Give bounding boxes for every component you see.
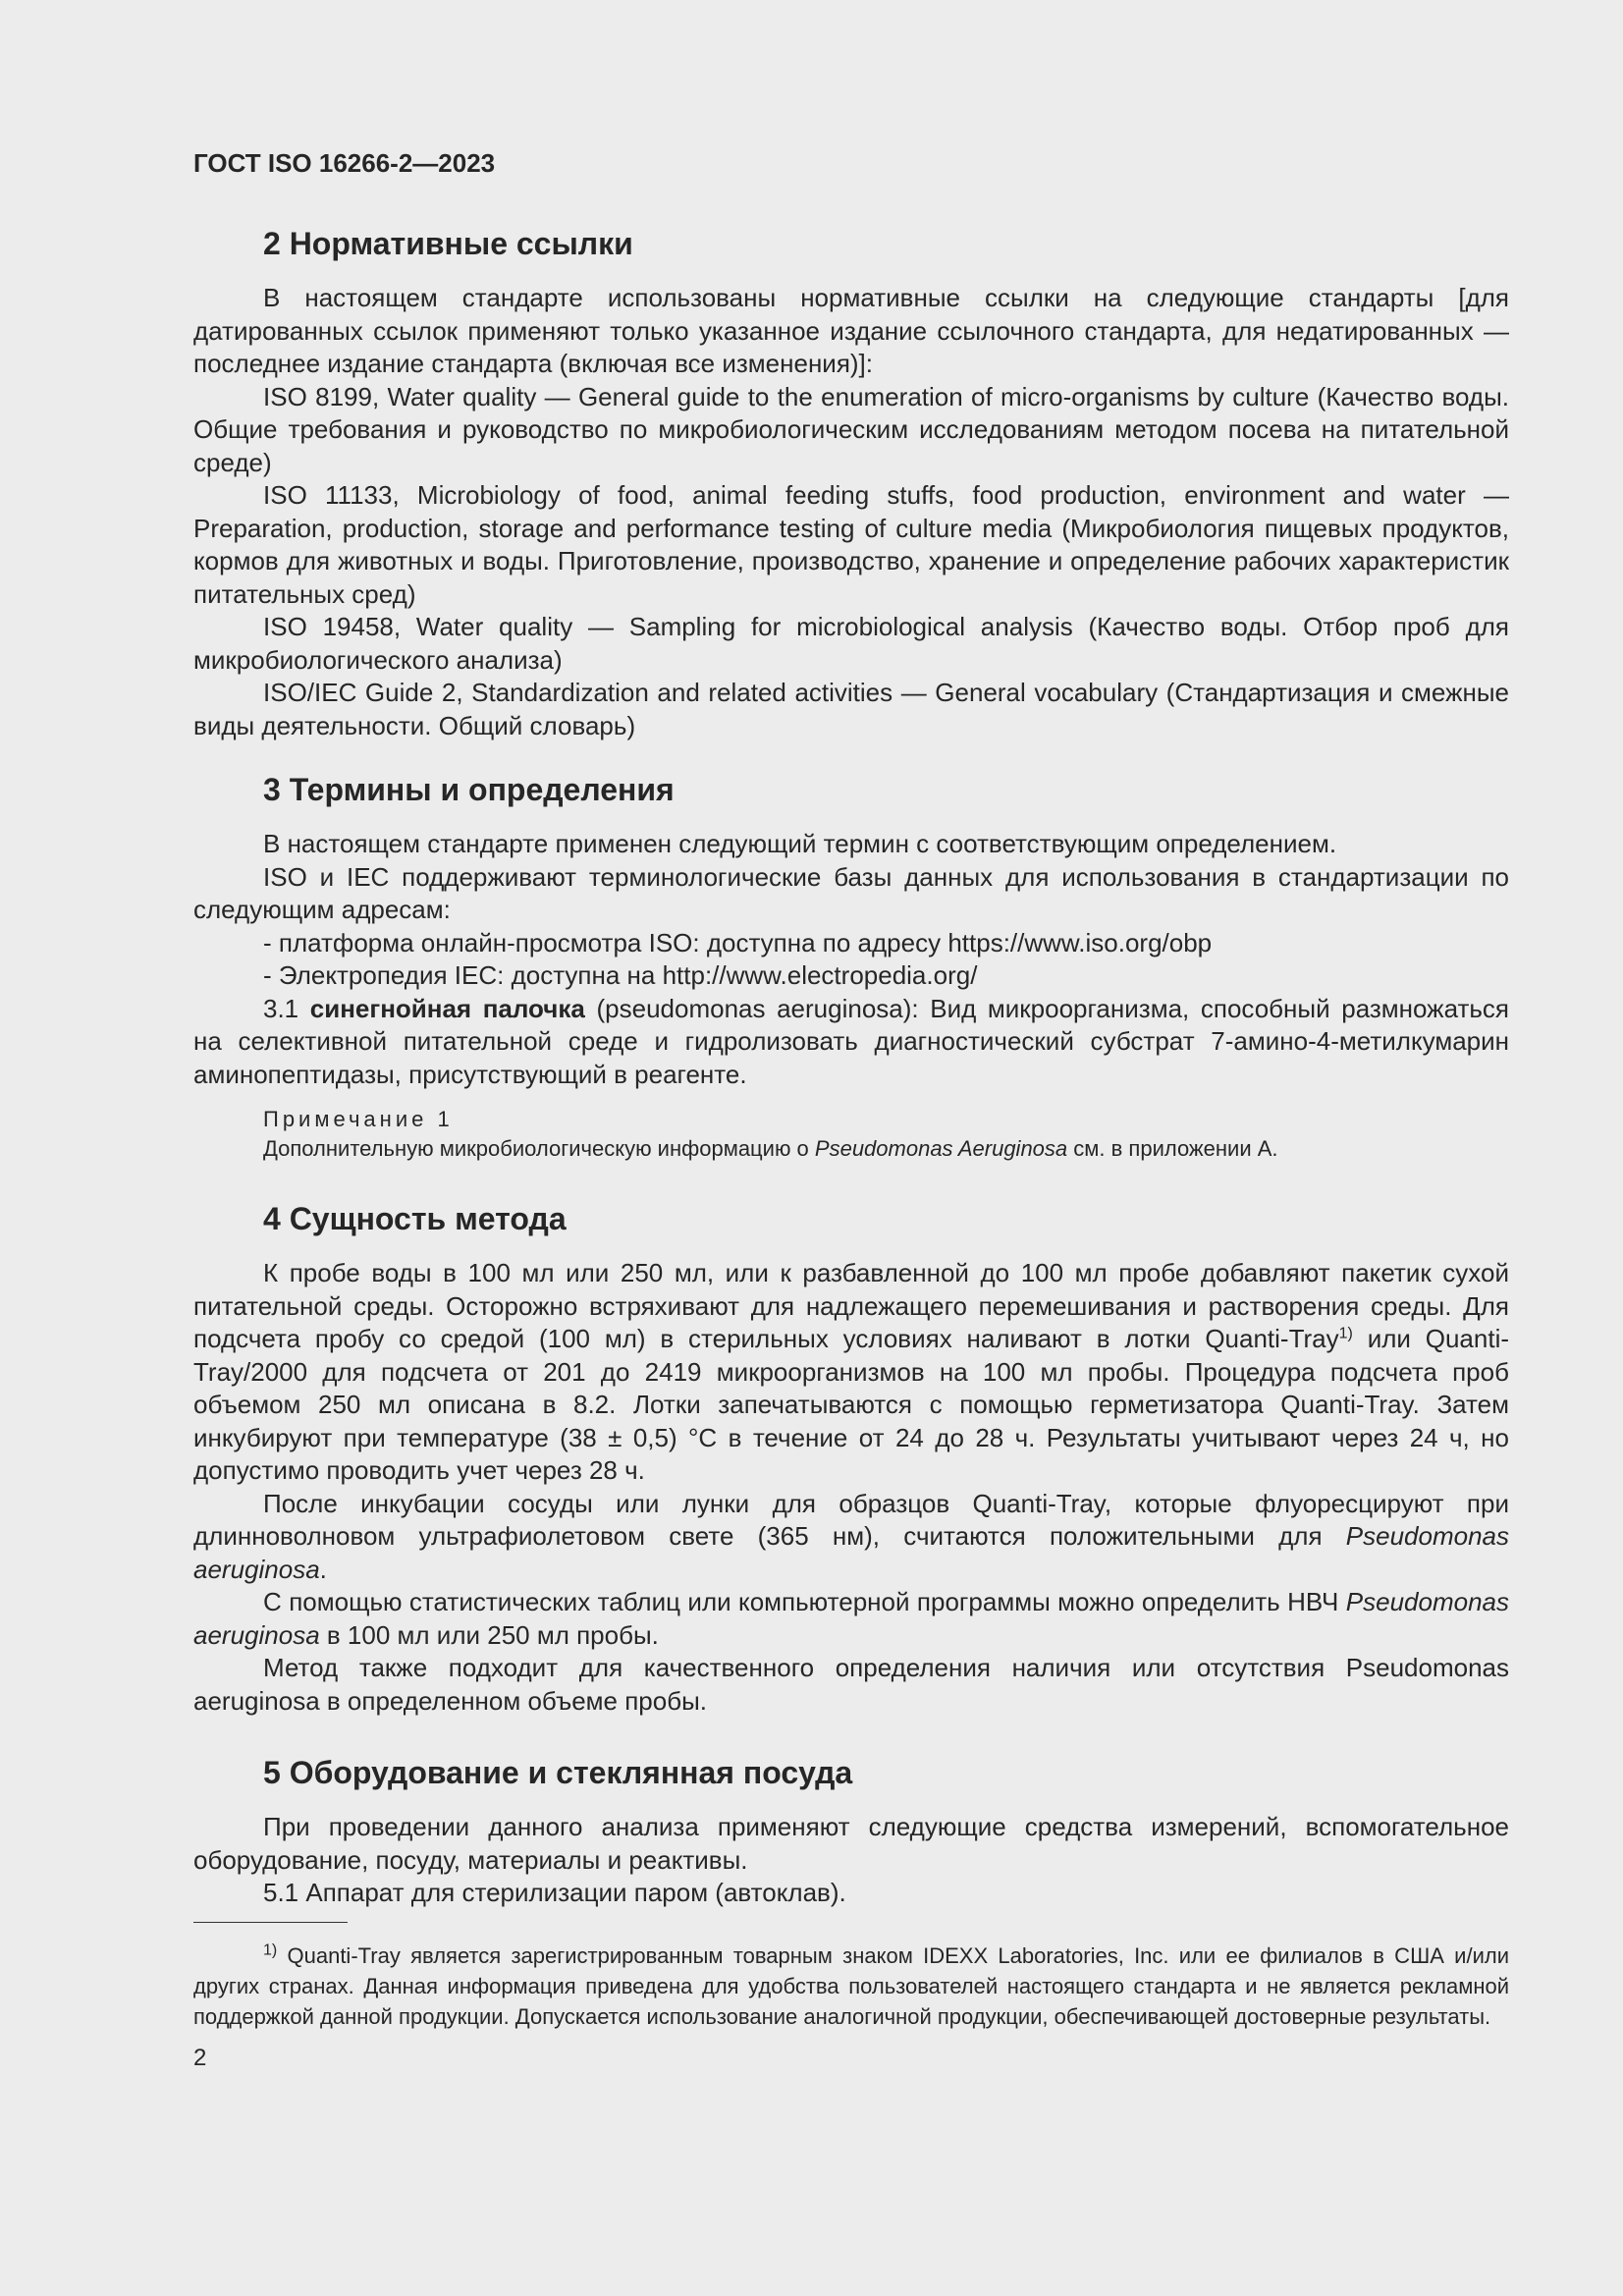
term-name: синегнойная палочка [309, 993, 585, 1023]
document-code: ГОСТ ISO 16266-2—2023 [193, 148, 496, 178]
note-text: Дополнительную микробиологическую информацию о Pseudomonas Aeruginosa см. в приложении А. [263, 1136, 1278, 1161]
normative-reference-iso-8199: ISO 8199, Water quality — General guide to the enumeration of micro-organisms by culture (Качество воды. Общие требования и руководство по микробиологическим исследованиям методом посева на питательной среде) [193, 381, 1509, 477]
method-paragraph-3: С помощью статистических таблиц или компьютерной программы можно определить НВЧ Pseudomonas aeruginosa в 100 мл или 250 мл пробы. [193, 1587, 1509, 1650]
organism-name: Pseudomonas Aeruginosa [814, 1136, 1068, 1161]
section-4-title: 4 Сущность метода [263, 1201, 567, 1236]
section-2-title: 2 Нормативные ссылки [263, 226, 633, 261]
normative-reference-iso-19458: ISO 19458, Water quality — Sampling for microbiological analysis (Качество воды. Отбор проб для микробиологического анализа) [193, 612, 1509, 675]
footnote [193, 1941, 1509, 2032]
footnote-mark: 1) [263, 1941, 278, 1959]
section-3-title: 3 Термины и определения [263, 772, 675, 807]
term-definition-text: (pseudomonas aeruginosa): Вид микроорганизма, способный размножаться на селективной питательной среде и гидролизовать диагностический субстрат 7-амино-4-метилкумарин аминопептидазы, присутствующий в реагенте. [193, 993, 1509, 1089]
section-5-title: 5 Оборудование и стеклянная посуда [263, 1755, 853, 1790]
footnote-text: $^{1)}$ Quanti-Tray является зарегистрированным товарным знаком IDEXX Laboratories, Inc. или ее филиалов в США и/или других странах. Данная информация приведена для удобства пользователей настоящего стандарта и не является рекламной поддержкой данной продукции. Допускается использование аналогичной продукции, обеспечивающей достоверные результаты. [193, 1941, 1509, 2029]
organism-name: Pseudomonas aeruginosa [193, 1521, 1509, 1584]
normative-reference-iso-11133: ISO 11133, Microbiology of food, animal feeding stuffs, food production, environment and water — Preparation, production, storage and performance testing of culture media (Микробиология пищевых продуктов, кормов для животных и воды. Приготовление, производство, хранение и определение рабочих характеристик питательных сред) [193, 480, 1509, 609]
organism-name: Pseudomonas aeruginosa [193, 1587, 1509, 1650]
method-paragraph-1: К пробе воды в 100 мл или 250 мл, или к разбавленной до 100 мл пробе добавляют пакетик сухой питательной среды. Осторожно встряхивают для надлежащего перемешивания и растворения среды. Для подсчета пробу со средой (100 мл) в стерильных условиях наливают в лотки Quanti-Tray$^{1)}$ или Quanti-Tray/2000 для подсчета от 201 до 2419 микроорганизмов на 100 мл пробы. Процедура подсчета проб объемом 250 мл описана в 8.2. Лотки запечатываются с помощью герметизатора Quanti-Tray. Затем инкубируют при температуре (38 ± 0,5) °С в течение от 24 до 28 ч. Результаты учитывают через 24 ч, но допустимо проводить учет через 28 ч. [193, 1258, 1509, 1485]
equipment-intro: При проведении данного анализа применяют следующие средства измерений, вспомогательное оборудование, посуду, материалы и реактивы. [193, 1812, 1509, 1875]
section-2-intro: В настоящем стандарте использованы нормативные ссылки на следующие стандарты [для датированных ссылок применяют только указанное издание ссылочного стандарта, для недатированных — последнее издание стандарта (включая все изменения)]: [193, 283, 1509, 378]
database-item-electropedia: - Электропедия IEC: доступна на http://www.electropedia.org/ [263, 960, 978, 990]
database-item-iso-obp: - платформа онлайн-просмотра ISO: доступна по адресу https://www.iso.org/obp [263, 927, 1213, 957]
footnote-reference: 1) [1338, 1325, 1353, 1342]
term-number: 3.1 [263, 993, 310, 1023]
method-paragraph-2: После инкубации сосуды или лунки для образцов Quanti-Tray, которые флуоресцируют при длинноволновом ультрафиолетовом свете (365 нм), считаются положительными для Pseudomonas aeruginosa. [193, 1488, 1509, 1584]
term-definition [193, 993, 1509, 1092]
document-page [193, 147, 1509, 2073]
footnote-separator [193, 1922, 348, 1923]
method-paragraph-4: Метод также подходит для качественного определения наличия или отсутствия Pseudomonas aeruginosa в определенном объеме пробы. [193, 1653, 1509, 1716]
page-number: 2 [193, 2044, 207, 2071]
section-3-databases: ISO и IEC поддерживают терминологические базы данных для использования в стандартизации по следующим адресам: [193, 861, 1509, 924]
note-heading: Примечание 1 [263, 1107, 454, 1131]
section-3-intro: В настоящем стандарте применен следующий термин с соответствующим определением. [263, 829, 1337, 858]
normative-reference-iso-iec-guide-2: ISO/IEC Guide 2, Standardization and related activities — General vocabulary (Стандартизация и смежные виды деятельности. Общий словарь) [193, 678, 1509, 740]
equipment-item-5-1: 5.1 Аппарат для стерилизации паром (автоклав). [263, 1878, 846, 1907]
